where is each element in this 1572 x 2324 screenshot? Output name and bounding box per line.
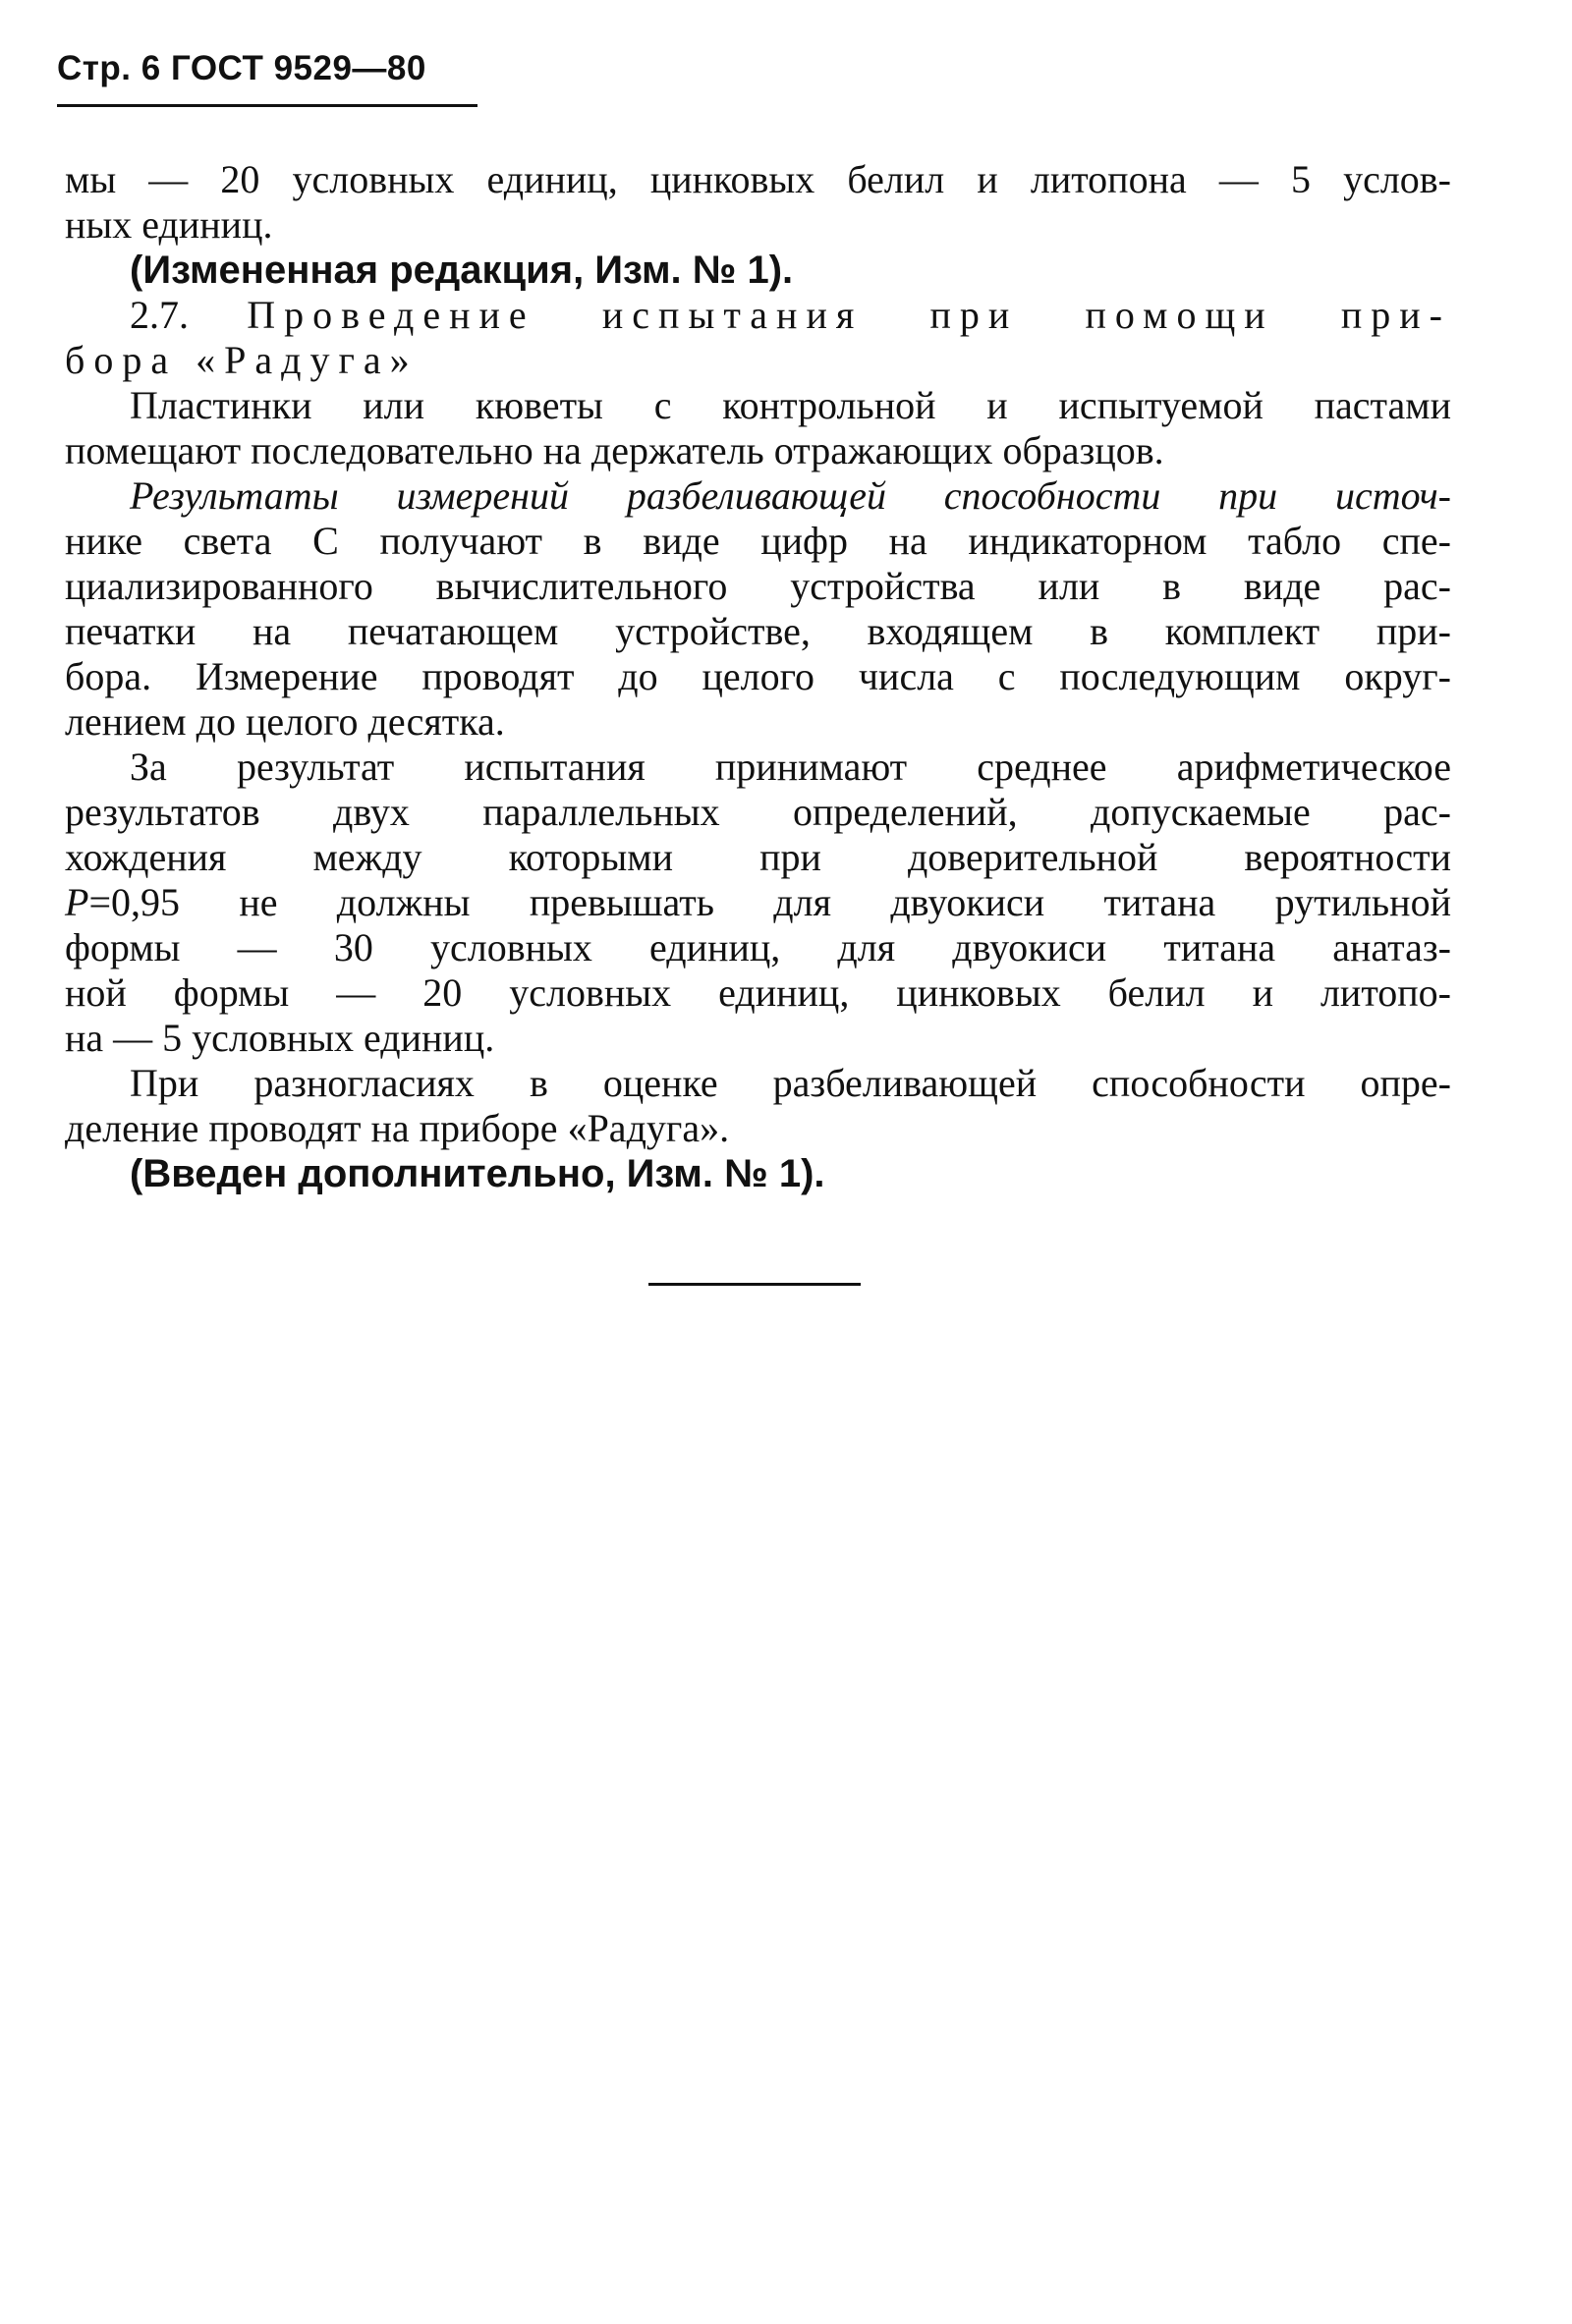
amendment-note: (Измененная редакция, Изм. № 1). <box>130 249 794 292</box>
text-line: циализированного вычислительного устройства или в виде рас- <box>65 564 1451 608</box>
page-number: Стр. 6 <box>57 49 161 87</box>
text-line: деление проводят на приборе «Радуга». <box>65 1106 730 1150</box>
text-fragment: Результаты <box>130 473 339 518</box>
section-number: 2.7. <box>130 293 189 337</box>
text-line: печатки на печатающем устройстве, входящем в комплект при- <box>65 609 1451 653</box>
text-line: ной формы — 20 условных единиц, цинковых белил и литопо- <box>65 970 1451 1015</box>
section-heading <box>130 293 1451 338</box>
page-header <box>57 49 426 88</box>
probability-symbol: P <box>65 880 89 924</box>
text-line: Пластинки или кюветы с контрольной и испытуемой пастами <box>130 383 1451 427</box>
section-title-continued: бора «Радуга» <box>65 338 419 382</box>
text-line: лением до целого десятка. <box>65 699 505 744</box>
text-line: нике света С получают в виде цифр на индикаторном табло спе- <box>65 519 1451 563</box>
text-fragment: измерений разбеливающей способности при источ- <box>396 473 1451 518</box>
text-line <box>65 880 1451 925</box>
text-line: результатов двух параллельных определений, допускаемые рас- <box>65 790 1451 834</box>
text-line: мы — 20 условных единиц, цинковых белил и литопона — 5 услов- <box>65 157 1451 201</box>
text-line: хождения между которыми при доверительной вероятности <box>65 835 1451 879</box>
text-line: бора. Измерение проводят до целого числа с последующим округ- <box>65 654 1451 698</box>
text-line: За результат испытания принимают среднее арифметическое <box>130 745 1451 789</box>
text-line: При разногласиях в оценке разбеливающей способности опре- <box>130 1061 1451 1105</box>
text-fragment: =0,95 не должны превышать для двуокиси титана рутильной <box>88 880 1451 924</box>
section-title: Проведение испытания при помощи при- <box>247 293 1452 337</box>
text-line: на — 5 условных единиц. <box>65 1016 495 1060</box>
text-line: ных единиц. <box>65 202 273 247</box>
document-body <box>65 157 1452 1196</box>
text-line <box>130 473 1451 519</box>
standard-number: ГОСТ 9529—80 <box>170 49 426 87</box>
text-line: формы — 30 условных единиц, для двуокиси титана анатаз- <box>65 925 1451 969</box>
end-of-text-rule <box>648 1283 861 1286</box>
header-rule <box>57 104 477 107</box>
amendment-note: (Введен дополнительно, Изм. № 1). <box>130 1152 825 1195</box>
text-line: помещают последовательно на держатель отражающих образцов. <box>65 428 1164 472</box>
